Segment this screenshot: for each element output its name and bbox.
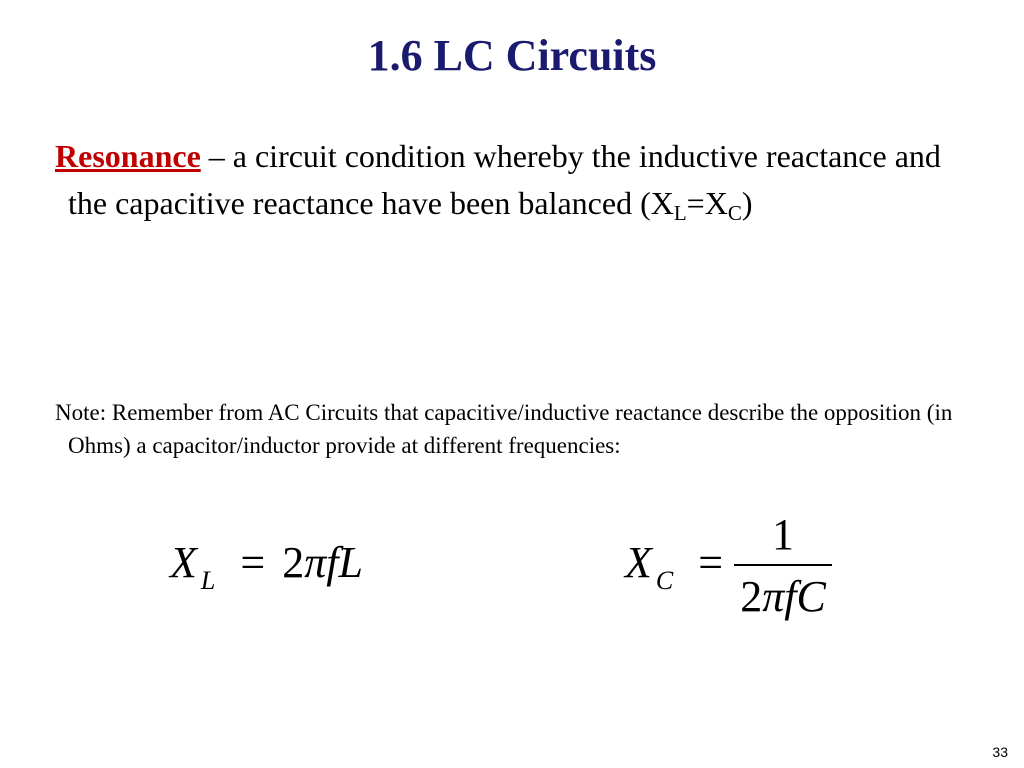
definition-equals: =X: [686, 185, 728, 221]
resonance-definition: [55, 133, 968, 227]
den-coefficient: 2: [740, 572, 763, 621]
eq1-pi: π: [304, 538, 327, 587]
den-pi: π: [762, 572, 785, 621]
capacitive-reactance-fraction: [734, 510, 832, 622]
note-text: Note: Remember from AC Circuits that capacitive/inductive reactance describe the opposition (in Ohms) a capacitor/inductor provide at different frequencies:: [55, 400, 953, 458]
page-number: 33: [992, 744, 1008, 760]
slide-title: 1.6 LC Circuits: [367, 31, 657, 80]
definition-end: ): [741, 185, 753, 221]
capacitive-reactance-lhs: [625, 538, 723, 594]
definition-term: Resonance: [55, 138, 201, 174]
eq1-subscript: L: [200, 566, 216, 595]
fraction-numerator: 1: [772, 510, 794, 559]
eq1-coefficient: 2: [282, 538, 305, 587]
definition-subscript-c: C: [727, 201, 742, 225]
eq2-subscript: C: [655, 566, 674, 595]
eq2-equals: =: [698, 538, 724, 587]
fraction-denominator: [734, 572, 832, 622]
eq1-variable: X: [170, 538, 197, 587]
definition-subscript-l: L: [673, 201, 687, 225]
fraction-bar: [734, 564, 832, 566]
eq1-variables: fL: [326, 538, 363, 587]
inductive-reactance-equation: [170, 538, 363, 594]
den-variables: fC: [784, 572, 826, 621]
eq2-variable: X: [625, 538, 652, 587]
eq1-equals: =: [240, 538, 266, 587]
definition-text: – a circuit condition whereby the inductive reactance and the capacitive reactance have been balanced (X: [68, 138, 941, 221]
